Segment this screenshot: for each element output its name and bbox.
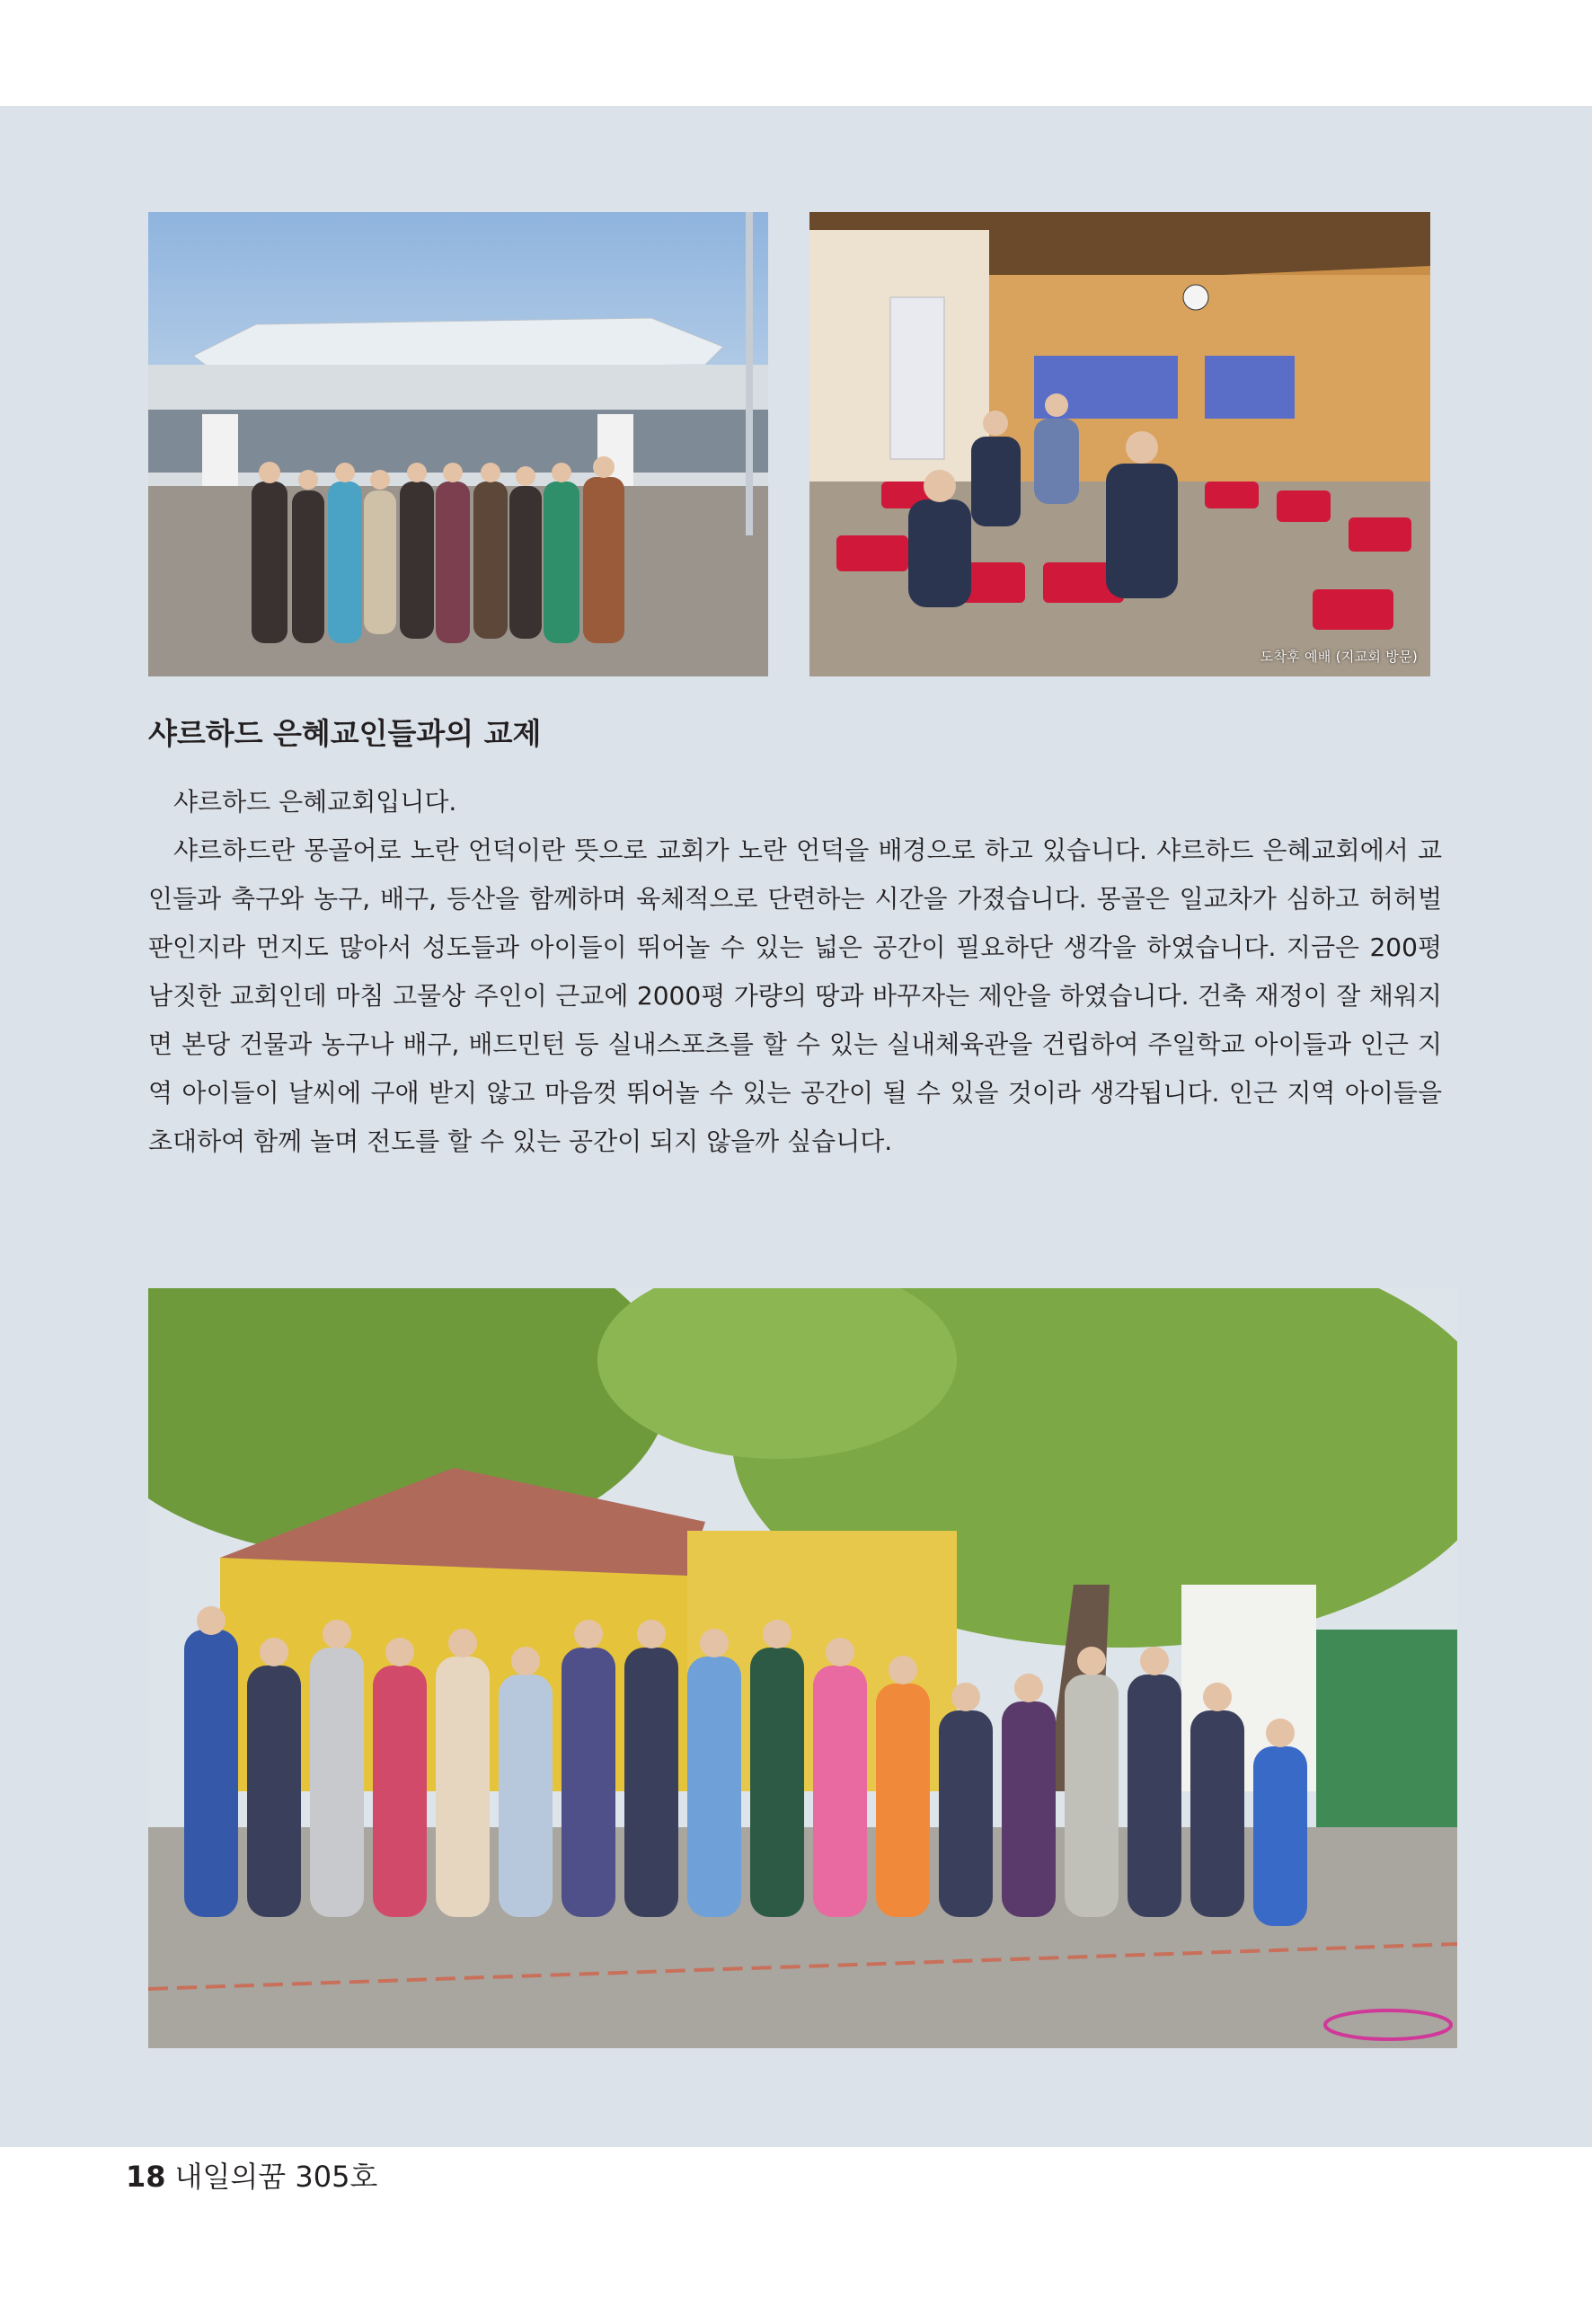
- publication-issue: 내일의꿈 305호: [174, 2160, 378, 2194]
- church-interior-photo: [809, 212, 1430, 676]
- article-body: [148, 778, 1442, 1166]
- article-paragraph: 샤르하드 은혜교회입니다.: [173, 787, 457, 817]
- article-title: 샤르하드 은혜교인들과의 교제: [148, 716, 542, 751]
- page-number: 18: [126, 2160, 166, 2194]
- church-yard-group-photo: [148, 1288, 1457, 2048]
- church-interior-photo-caption: 도착후 예배 (지교회 방문): [1260, 649, 1418, 665]
- page-footer: [126, 2150, 377, 2204]
- article-paragraph: 샤르하드란 몽골어로 노란 언덕이란 뜻으로 교회가 노란 언덕을 배경으로 하고 있습니다. 샤르하드 은혜교회에서 교인들과 축구와 농구, 배구, 등산을 함께하며 육체적으로 단련하는 시간을 가졌습니다. 몽골은 일교차가 심하고 허허벌판인지라 먼지도 많아서 성도들과 아이들이 뛰어놀 수 있는 넓은 공간이 필요하단 생각을 하였습니다. 지금은 200평 남짓한 교회인데 마침 고물상 주인이 근교에 2000평 가량의 땅과 바꾸자는 제안을 하였습니다. 건축 재정이 잘 채워지면 본당 건물과 농구나 배구, 배드민턴 등 실내스포츠를 할 수 있는 실내체육관을 건립하여 주일학교 아이들과 인근 지역 아이들이 날씨에 구애 받지 않고 마음껏 뛰어놀 수 있는 공간이 될 수 있을 것이라 생각됩니다. 인근 지역 아이들을 초대하여 함께 놀며 전도를 할 수 있는 공간이 되지 않을까 싶습니다.: [148, 835, 1442, 1156]
- airport-group-photo: [148, 212, 768, 676]
